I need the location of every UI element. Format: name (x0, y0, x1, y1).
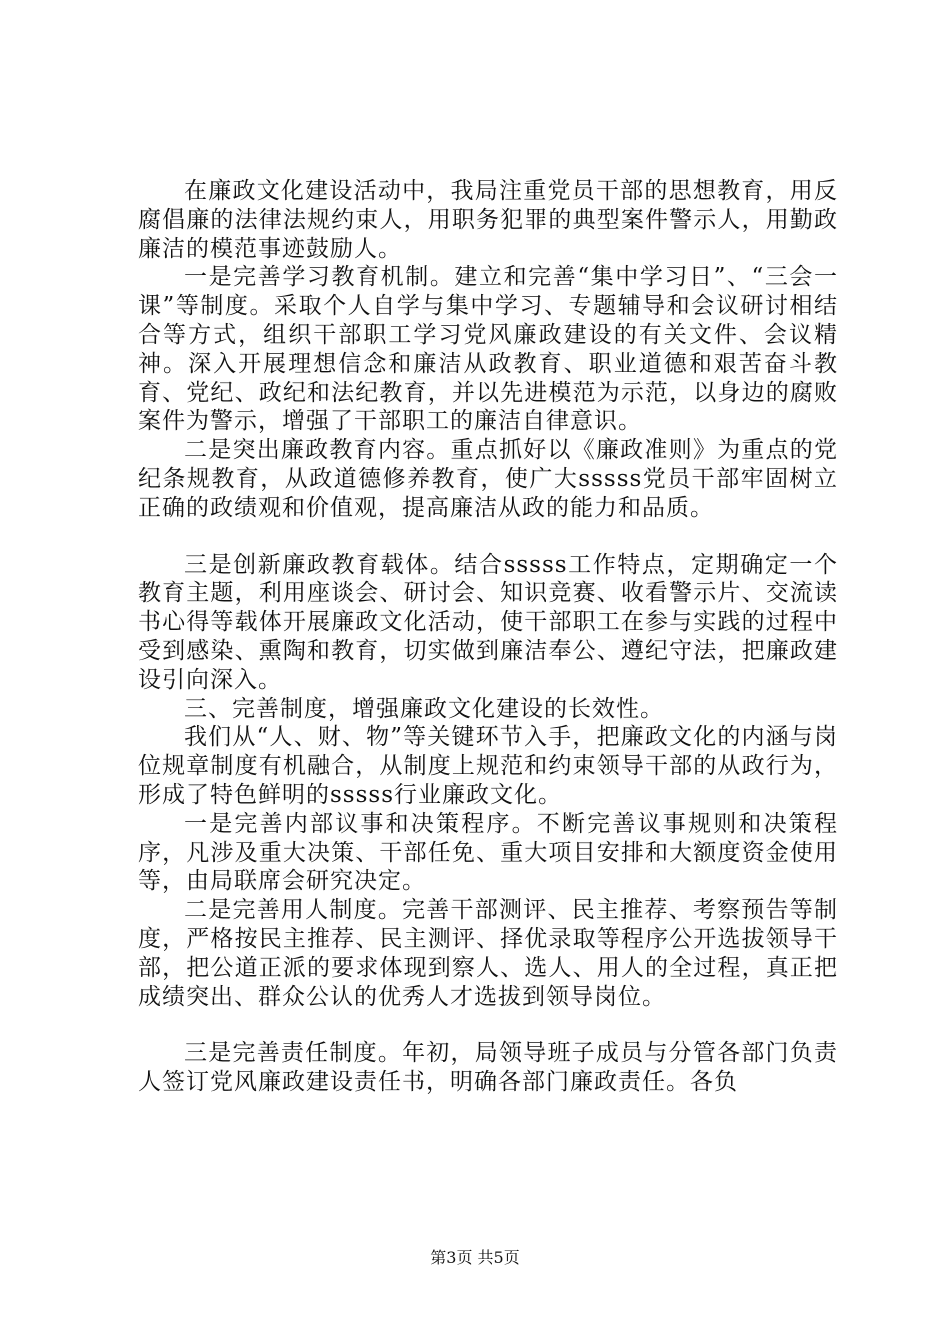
page-number-footer: 第3页 共5页 (430, 1248, 520, 1267)
paragraph-spacer (138, 523, 838, 551)
paragraph-decision-procedure: 一是完善内部议事和决策程序。不断完善议事规则和决策程序，凡涉及重大决策、干部任免、重大项目安排和大额度资金使用等，由局联席会研究决定。 (138, 810, 838, 895)
paragraph-responsibility-system: 三是完善责任制度。年初，局领导班子成员与分管各部门负责人签订党风廉政建设责任书，明确各部门廉政责任。各负 (138, 1040, 838, 1096)
paragraph-key-links: 我们从“人、财、物”等关键环节入手，把廉政文化的内涵与岗位规章制度有机融合，从制度上规范和约束领导干部的从政行为，形成了特色鲜明的sssss行业廉政文化。 (138, 724, 838, 808)
paragraph-spacer (138, 1011, 838, 1039)
section-heading-system: 三、完善制度，增强廉政文化建设的长效性。 (184, 695, 664, 722)
document-body (138, 177, 838, 1097)
paragraph-learning-mechanism: 一是完善学习教育机制。建立和完善“集中学习日”、“三会一课”等制度。采取个人自学与集中学习、专题辅导和会议研讨相结合等方式，组织干部职工学习党风廉政建设的有关文件、会议精神。深入开展理想信念和廉洁从政教育、职业道德和艰苦奋斗教育、党纪、政纪和法纪教育，并以先进模范为示范，以身边的腐败案件为警示，增强了干部职工的廉洁自律意识。 (138, 264, 838, 435)
paragraph-intro: 在廉政文化建设活动中，我局注重党员干部的思想教育，用反腐倡廉的法律法规约束人，用职务犯罪的典型案件警示人，用勤政廉洁的模范事迹鼓励人。 (138, 178, 838, 262)
paragraph-education-carrier: 三是创新廉政教育载体。结合sssss工作特点，定期确定一个教育主题，利用座谈会、研讨会、知识竞赛、收看警示片、交流读书心得等载体开展廉政文化活动，使干部职工在参与实践的过程中受到感染、熏陶和教育，切实做到廉洁奉公、遵纪守法，把廉政建设引向深入。 (138, 551, 838, 693)
paragraph-personnel-system: 二是完善用人制度。完善干部测评、民主推荐、考察预告等制度，严格按民主推荐、民主测评、择优录取等程序公开选拔领导干部，把公道正派的要求体现到察人、选人、用人的全过程，真正把成绩突出、群众公认的优秀人才选拔到领导岗位。 (138, 897, 838, 1010)
paragraph-education-content: 二是突出廉政教育内容。重点抓好以《廉政准则》为重点的党纪条规教育，从政道德修养教育，使广大sssss党员干部牢固树立正确的政绩观和价值观，提高廉洁从政的能力和品质。 (138, 437, 838, 521)
